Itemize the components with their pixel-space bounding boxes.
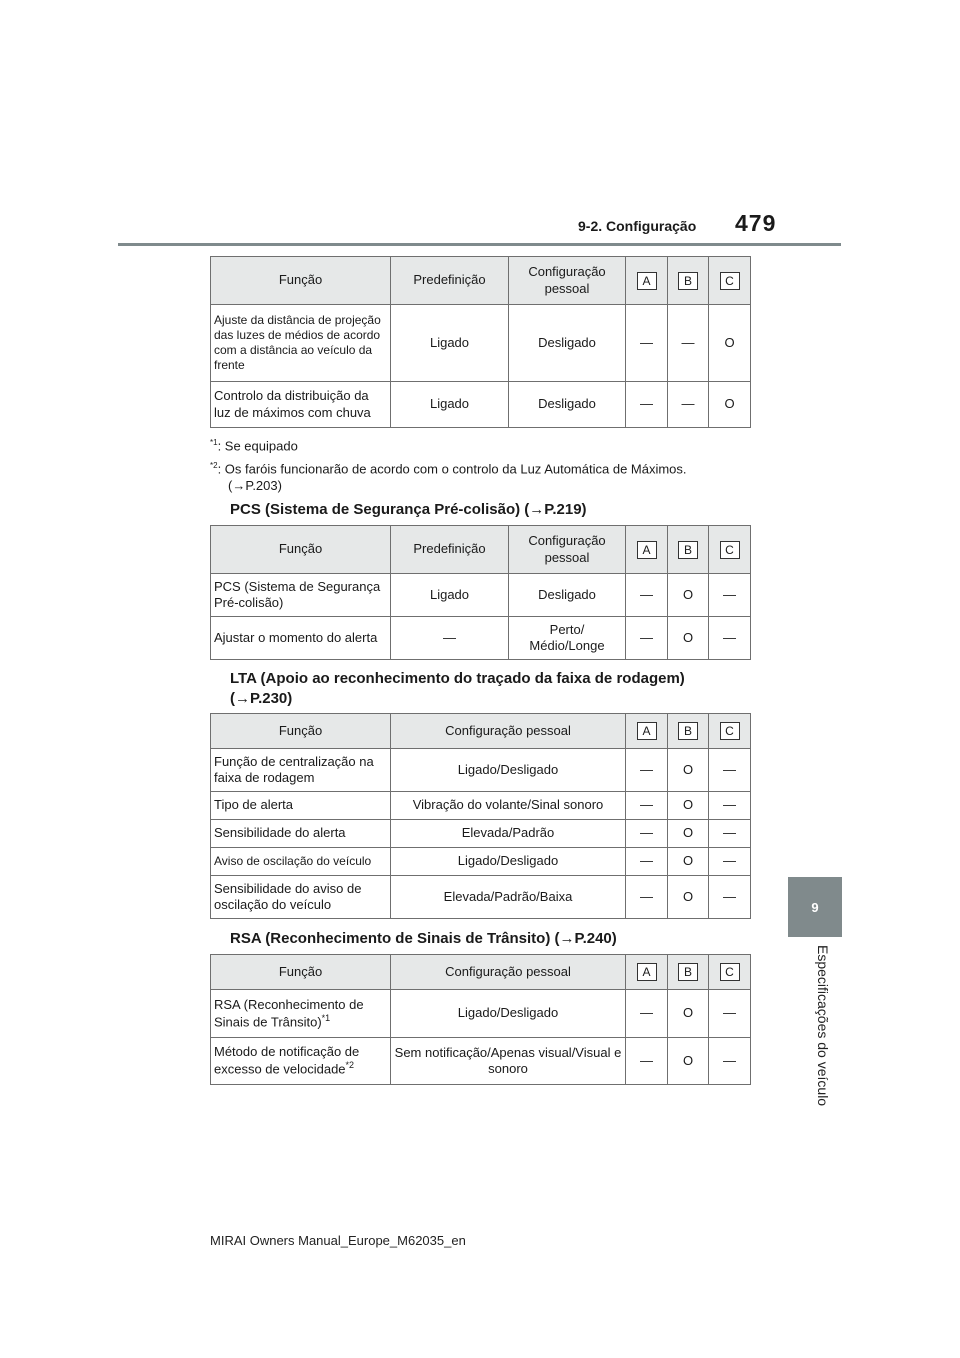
- cell-b: O: [668, 574, 709, 617]
- footnote-ref-mark: *1: [321, 1012, 331, 1023]
- cell-a: —: [626, 617, 668, 660]
- table-lta: [210, 713, 751, 919]
- header-col-c: [709, 257, 751, 305]
- page-number: 479: [735, 210, 777, 236]
- cell-a: —: [626, 382, 668, 428]
- cell-configuracao: Desligado: [509, 382, 626, 428]
- footnote-ref: (→P.203): [228, 477, 282, 493]
- lta-title: [230, 669, 685, 708]
- header-funcao: Função: [211, 526, 391, 574]
- header-col-a: [626, 714, 668, 749]
- cell-funcao: Controlo da distribuição da luz de máximos com chuva: [211, 382, 391, 428]
- cell-configuracao: Elevada/Padrão: [391, 820, 626, 848]
- cell-b: O: [668, 617, 709, 660]
- chapter-side-text: Especificações do veículo: [815, 945, 831, 1107]
- header-col-c: [709, 526, 751, 574]
- footnote-1: [210, 438, 298, 455]
- letter-c-box: C: [720, 722, 740, 740]
- table-header-row: [211, 955, 751, 990]
- header-configuracao: Configuração pessoal: [509, 526, 626, 574]
- letter-c-box: C: [720, 963, 740, 981]
- cell-b: O: [668, 820, 709, 848]
- cell-b: O: [668, 792, 709, 820]
- cell-funcao: Ajustar o momento do alerta: [211, 617, 391, 660]
- header-configuracao: Configuração pessoal: [391, 955, 626, 990]
- table-row: [211, 876, 751, 919]
- table-header-row: [211, 714, 751, 749]
- cell-c: —: [709, 792, 751, 820]
- letter-b-box: B: [678, 963, 698, 981]
- cell-a: —: [626, 1038, 668, 1085]
- cell-configuracao: Elevada/Padrão/Baixa: [391, 876, 626, 919]
- footnote-ref-mark: *2: [345, 1060, 355, 1071]
- header-col-b: [668, 526, 709, 574]
- header-col-a: [626, 257, 668, 305]
- table-row: [211, 1038, 751, 1085]
- cell-c: —: [709, 990, 751, 1038]
- table-row: [211, 305, 751, 382]
- table-row: [211, 574, 751, 617]
- header-configuracao: Configuração pessoal: [391, 714, 626, 749]
- header-predefinicao: Predefinição: [391, 257, 509, 305]
- cell-funcao: [211, 1038, 391, 1085]
- table-row: [211, 820, 751, 848]
- letter-a-box: A: [637, 722, 657, 740]
- cell-a: —: [626, 990, 668, 1038]
- letter-a-box: A: [637, 541, 657, 559]
- cell-b: O: [668, 990, 709, 1038]
- cell-configuracao: Desligado: [509, 574, 626, 617]
- cell-funcao: Aviso de oscilação do veículo: [211, 848, 391, 876]
- cell-configuracao: Desligado: [509, 305, 626, 382]
- cell-configuracao: Vibração do volante/Sinal sonoro: [391, 792, 626, 820]
- header-funcao: Função: [211, 257, 391, 305]
- table-header-row: [211, 257, 751, 305]
- letter-c-box: C: [720, 541, 740, 559]
- header-col-c: [709, 714, 751, 749]
- footnote-2: [210, 461, 755, 494]
- section-title: 9-2. Configuração: [578, 218, 697, 234]
- cell-b: O: [668, 1038, 709, 1085]
- header-col-b: [668, 257, 709, 305]
- cell-configuracao: Perto/ Médio/Longe: [509, 617, 626, 660]
- letter-b-box: B: [678, 722, 698, 740]
- footnote-mark: *1: [210, 438, 218, 447]
- footnote-text: : Os faróis funcionarão de acordo com o controlo da Luz Automática de Máximos.: [217, 461, 687, 477]
- cell-c: —: [709, 574, 751, 617]
- letter-a-box: A: [637, 272, 657, 290]
- cell-a: —: [626, 876, 668, 919]
- footnote-text: : Se equipado: [217, 438, 298, 454]
- header-col-b: [668, 714, 709, 749]
- cell-b: —: [668, 382, 709, 428]
- table-row: [211, 617, 751, 660]
- cell-funcao-text: RSA (Reconhecimento de Sinais de Trânsito): [214, 996, 364, 1030]
- cell-configuracao: Ligado/Desligado: [391, 990, 626, 1038]
- rsa-title: RSA (Reconhecimento de Sinais de Trânsito) (→P.240): [230, 930, 617, 947]
- header-col-a: [626, 955, 668, 990]
- letter-c-box: C: [720, 272, 740, 290]
- cell-funcao: [211, 990, 391, 1038]
- header-rule: [118, 243, 841, 246]
- cell-b: O: [668, 876, 709, 919]
- table-row: [211, 990, 751, 1038]
- letter-a-box: A: [637, 963, 657, 981]
- header-col-c: [709, 955, 751, 990]
- table-header-row: [211, 526, 751, 574]
- cell-a: —: [626, 848, 668, 876]
- cell-a: —: [626, 305, 668, 382]
- letter-b-box: B: [678, 272, 698, 290]
- table-row: [211, 382, 751, 428]
- cell-funcao-text: Método de notificação de excesso de velocidade: [214, 1044, 360, 1077]
- footer-text: MIRAI Owners Manual_Europe_M62035_en: [210, 1233, 466, 1248]
- cell-c: —: [709, 1038, 751, 1085]
- pcs-title: PCS (Sistema de Segurança Pré-colisão) (→P.219): [230, 501, 587, 518]
- header-funcao: Função: [211, 714, 391, 749]
- cell-a: —: [626, 792, 668, 820]
- cell-a: —: [626, 749, 668, 792]
- cell-c: —: [709, 820, 751, 848]
- cell-c: O: [709, 305, 751, 382]
- table-rsa: [210, 954, 751, 1085]
- cell-funcao: Tipo de alerta: [211, 792, 391, 820]
- lta-title-line2: (→P.230): [230, 689, 293, 707]
- cell-configuracao: Sem notificação/Apenas visual/Visual e sonoro: [391, 1038, 626, 1085]
- lta-title-line1: LTA (Apoio ao reconhecimento do traçado da faixa de rodagem): [230, 670, 685, 687]
- header-predefinicao: Predefinição: [391, 526, 509, 574]
- table-pcs: [210, 525, 751, 660]
- table-row: [211, 792, 751, 820]
- cell-funcao: Sensibilidade do aviso de oscilação do veículo: [211, 876, 391, 919]
- table-row: [211, 848, 751, 876]
- cell-configuracao: Ligado/Desligado: [391, 749, 626, 792]
- cell-b: O: [668, 848, 709, 876]
- cell-funcao: PCS (Sistema de Segurança Pré-colisão): [211, 574, 391, 617]
- chapter-number: 9: [811, 899, 819, 915]
- cell-c: —: [709, 617, 751, 660]
- cell-predefinicao: Ligado: [391, 574, 509, 617]
- cell-funcao: Função de centralização na faixa de rodagem: [211, 749, 391, 792]
- cell-predefinicao: Ligado: [391, 382, 509, 428]
- cell-a: —: [626, 820, 668, 848]
- cell-predefinicao: Ligado: [391, 305, 509, 382]
- table-headlights: [210, 256, 751, 428]
- footnote-mark: *2: [210, 461, 218, 470]
- cell-c: —: [709, 749, 751, 792]
- cell-funcao: Sensibilidade do alerta: [211, 820, 391, 848]
- cell-b: —: [668, 305, 709, 382]
- chapter-side-label: [815, 945, 831, 1125]
- cell-c: —: [709, 876, 751, 919]
- header-configuracao: Configuração pessoal: [509, 257, 626, 305]
- cell-configuracao: Ligado/Desligado: [391, 848, 626, 876]
- header-col-a: [626, 526, 668, 574]
- chapter-tab: [788, 877, 842, 937]
- letter-b-box: B: [678, 541, 698, 559]
- header-funcao: Função: [211, 955, 391, 990]
- cell-a: —: [626, 574, 668, 617]
- cell-b: O: [668, 749, 709, 792]
- table-row: [211, 749, 751, 792]
- cell-c: O: [709, 382, 751, 428]
- cell-funcao: Ajuste da distância de projeção das luzes de médios de acordo com a distância ao veículo da frente: [211, 305, 391, 382]
- header-col-b: [668, 955, 709, 990]
- cell-predefinicao: —: [391, 617, 509, 660]
- cell-c: —: [709, 848, 751, 876]
